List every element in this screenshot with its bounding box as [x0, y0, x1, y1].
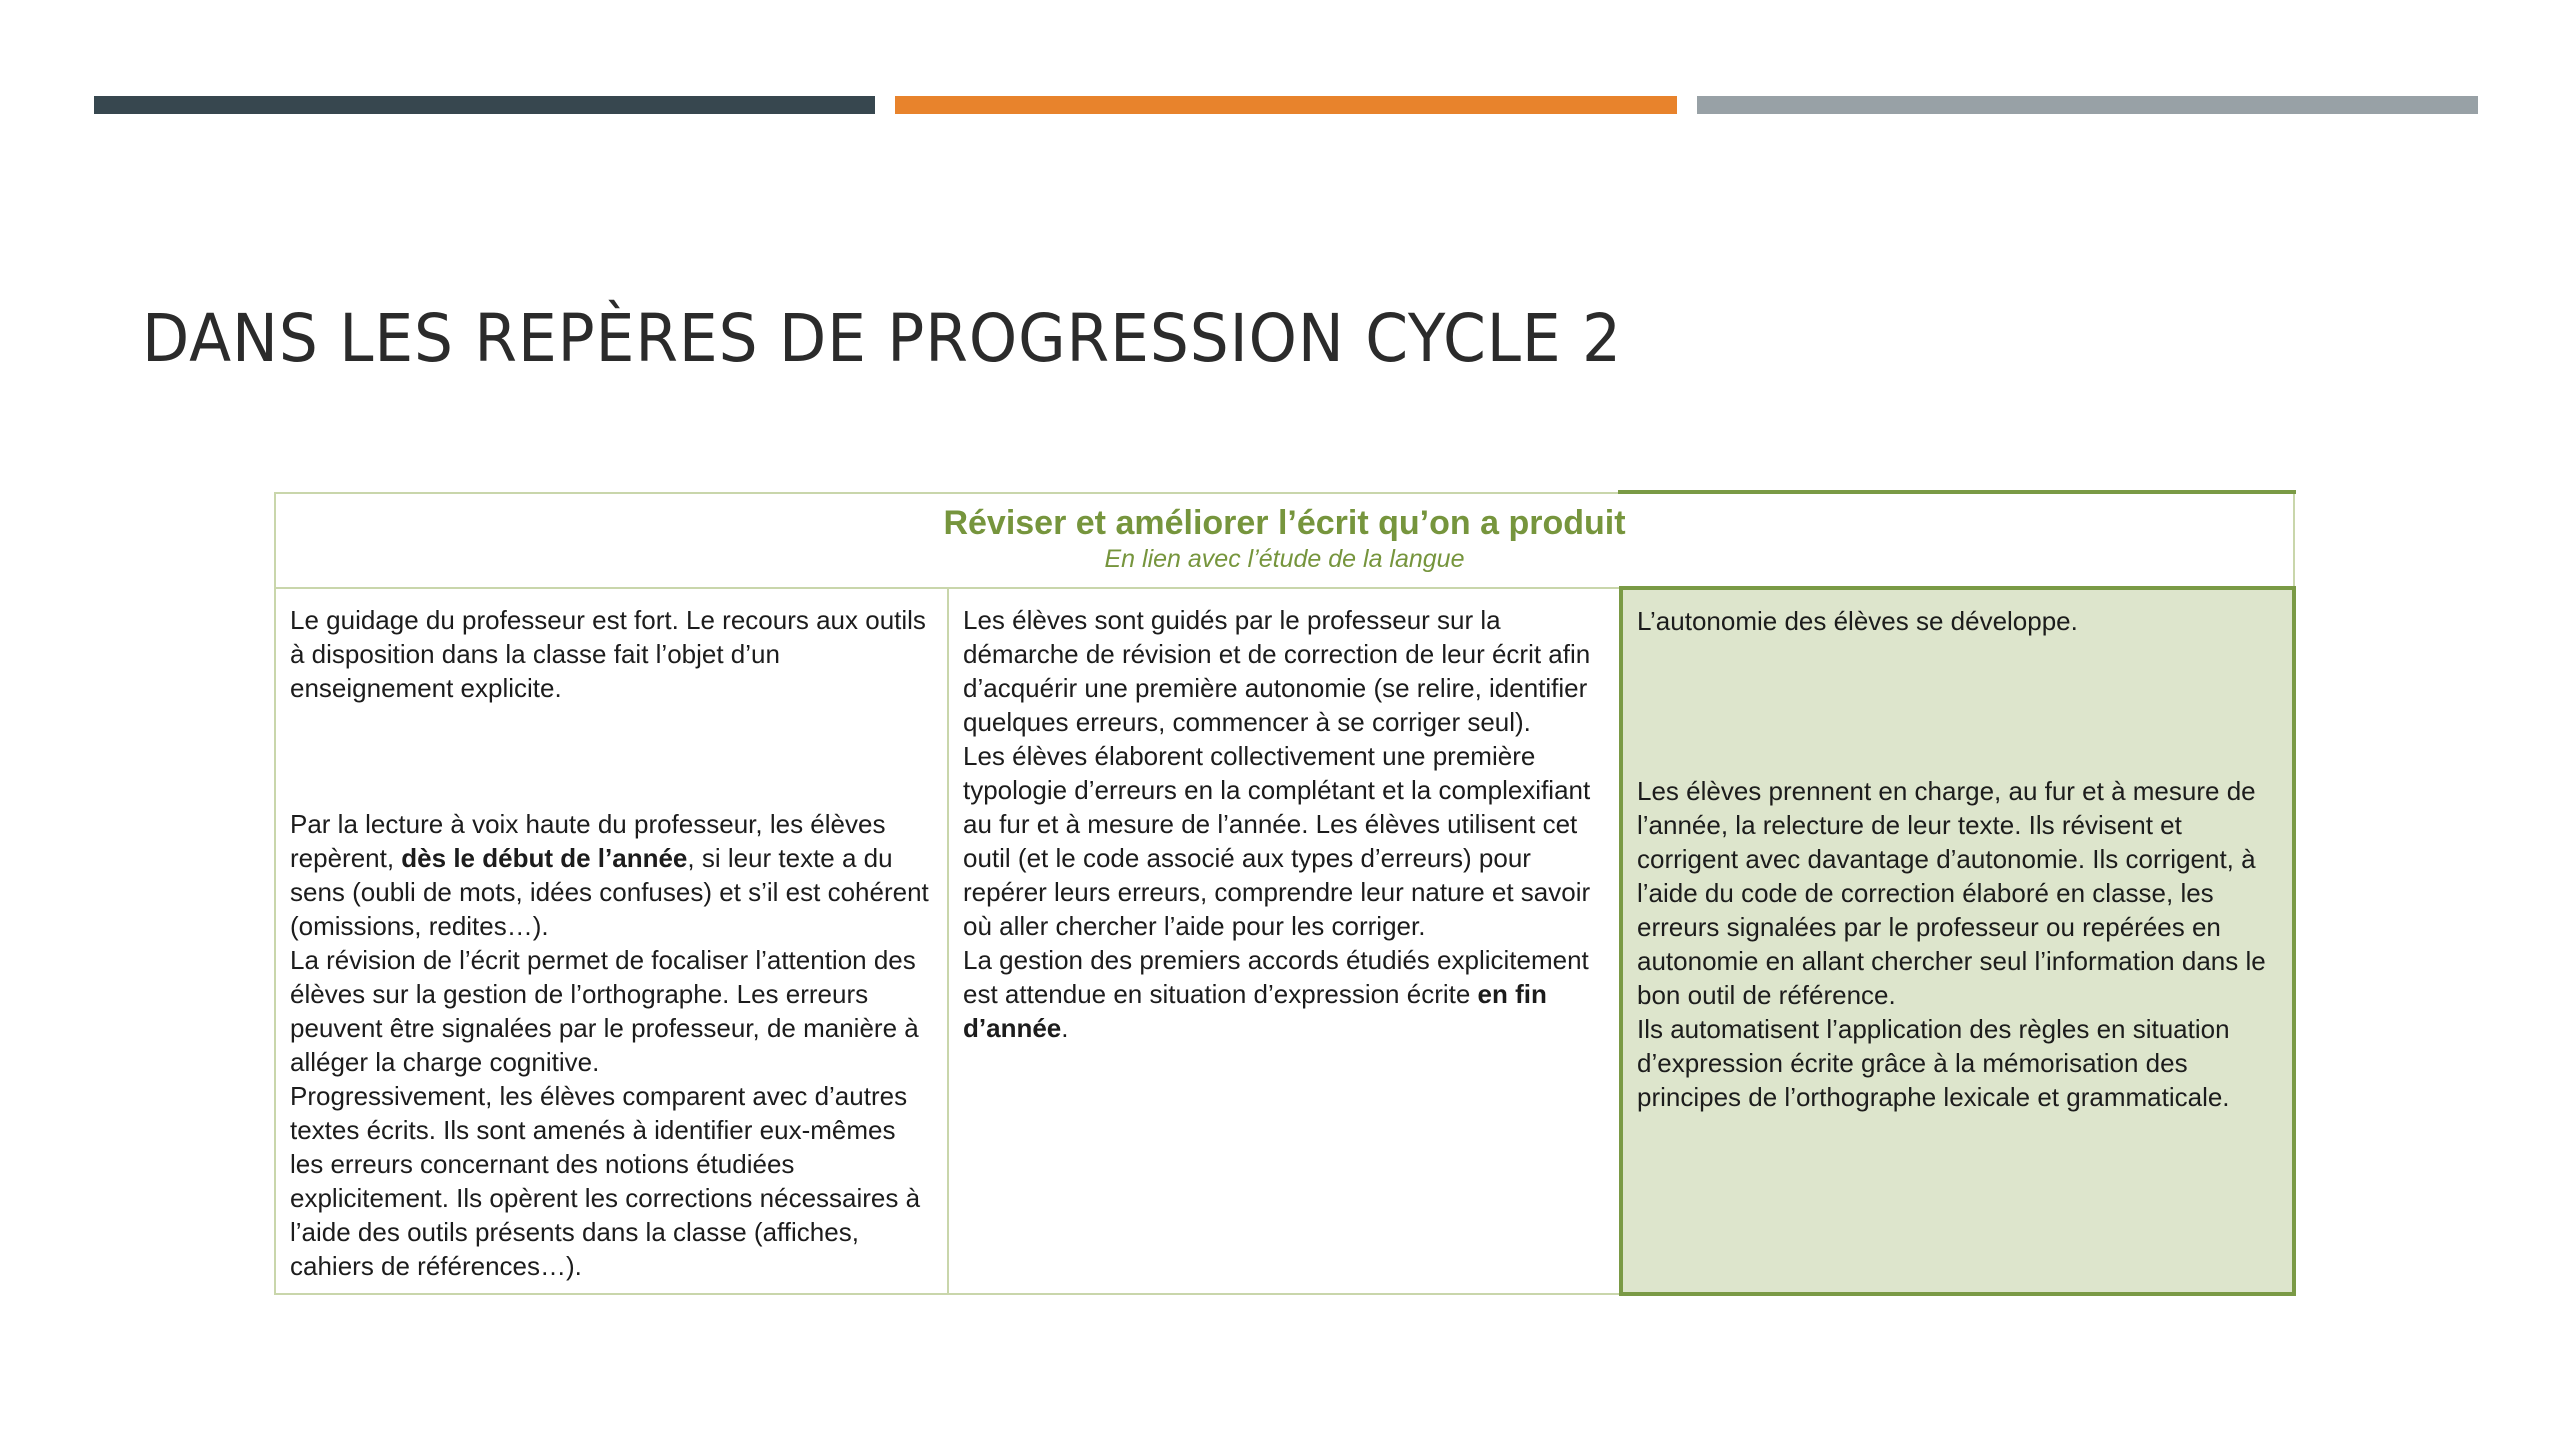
- col3-paragraph-2: Les élèves prennent en charge, au fur et à mesure de l’année, la relecture de leur texte. Ils révisent et corrigent avec davantage d’autonomie. Ils corrigent, à l’aide du code de correction élaboré en classe, les erreurs signalées par le professeur ou repérées en autonomie en allant chercher seul l’information dans le bon outil de référence.: [1637, 776, 2266, 1010]
- top-bar-gray: [1697, 96, 2478, 114]
- column-3-top-accent-line: [1618, 490, 2296, 494]
- col1-paragraph-4: Progressivement, les élèves comparent avec d’autres textes écrits. Ils sont amenés à identifier eux-mêmes les erreurs concernant des notions étudiées explicitement. Ils opèrent les corrections nécessaires à l’aide des outils présents dans la classe (affiches, cahiers de références…).: [290, 1081, 921, 1281]
- col1-paragraph-3: La révision de l’écrit permet de focaliser l’attention des élèves sur la gestion de l’orthographe. Les erreurs peuvent être signalées par le professeur, de manière à alléger la charge cognitive.: [290, 945, 919, 1077]
- col3-paragraph-3: Ils automatisent l’application des règles en situation d’expression écrite grâce à la mémorisation des principes de l’orthographe lexicale et grammaticale.: [1637, 1014, 2230, 1112]
- col3-spacer: [1637, 638, 2278, 774]
- col1-p2-text-before: Par la lecture à voix haute du professeur, les élèves repèrent,: [290, 809, 886, 873]
- table-body-row: [275, 588, 2294, 1294]
- table-header-cell: [275, 493, 2294, 588]
- table-header-row: [275, 493, 2294, 588]
- decorative-top-bars: [94, 96, 2478, 114]
- col2-paragraph-2: Les élèves élaborent collectivement une première typologie d’erreurs en la complétant et la complexifiant au fur et à mesure de l’année. Les élèves utilisent cet outil (et le code associé aux types d’erreurs) pour repérer leurs erreurs, comprendre leur nature et savoir où aller chercher l’aide pour les corriger.: [963, 741, 1591, 941]
- table-cell-column-1: [275, 588, 948, 1294]
- col2-paragraph-3: [963, 943, 1605, 1045]
- progression-table-wrapper: [274, 492, 2296, 1281]
- col1-p2-text-after: , si leur texte a du sens (oubli de mots, idées confuses) et s’il est cohérent (omissions, redites…).: [290, 843, 929, 941]
- col1-paragraph-1: Le guidage du professeur est fort. Le recours aux outils à disposition dans la classe fait l’objet d’un enseignement explicite.: [290, 605, 926, 703]
- col2-p3-text-before: La gestion des premiers accords étudiés explicitement est attendue en situation d’expression écrite: [963, 945, 1589, 1009]
- table-cell-column-2: [948, 588, 1621, 1294]
- slide-title: DANS LES REPÈRES DE PROGRESSION CYCLE 2: [142, 300, 1623, 377]
- table-header-subtitle: En lien avec l’étude de la langue: [1104, 545, 1465, 573]
- table-header-title: Réviser et améliorer l’écrit qu’on a produit: [943, 504, 1626, 542]
- col1-paragraph-2: [290, 807, 933, 943]
- table-cell-column-3: [1621, 588, 2294, 1294]
- col2-paragraph-1: Les élèves sont guidés par le professeur sur la démarche de révision et de correction de leur écrit afin d’acquérir une première autonomie (se relire, identifier quelques erreurs, commencer à se corriger seul).: [963, 605, 1591, 737]
- col2-p3-bold: en fin d’année: [963, 979, 1547, 1043]
- col2-p3-text-after: .: [1061, 1013, 1069, 1043]
- progression-table: [274, 492, 2296, 1296]
- col1-spacer: [290, 705, 933, 807]
- top-bar-dark: [94, 96, 875, 114]
- col1-p2-bold: dès le début de l’année: [401, 843, 688, 873]
- top-bar-orange: [895, 96, 1676, 114]
- col3-paragraph-1: L’autonomie des élèves se développe.: [1637, 606, 2078, 636]
